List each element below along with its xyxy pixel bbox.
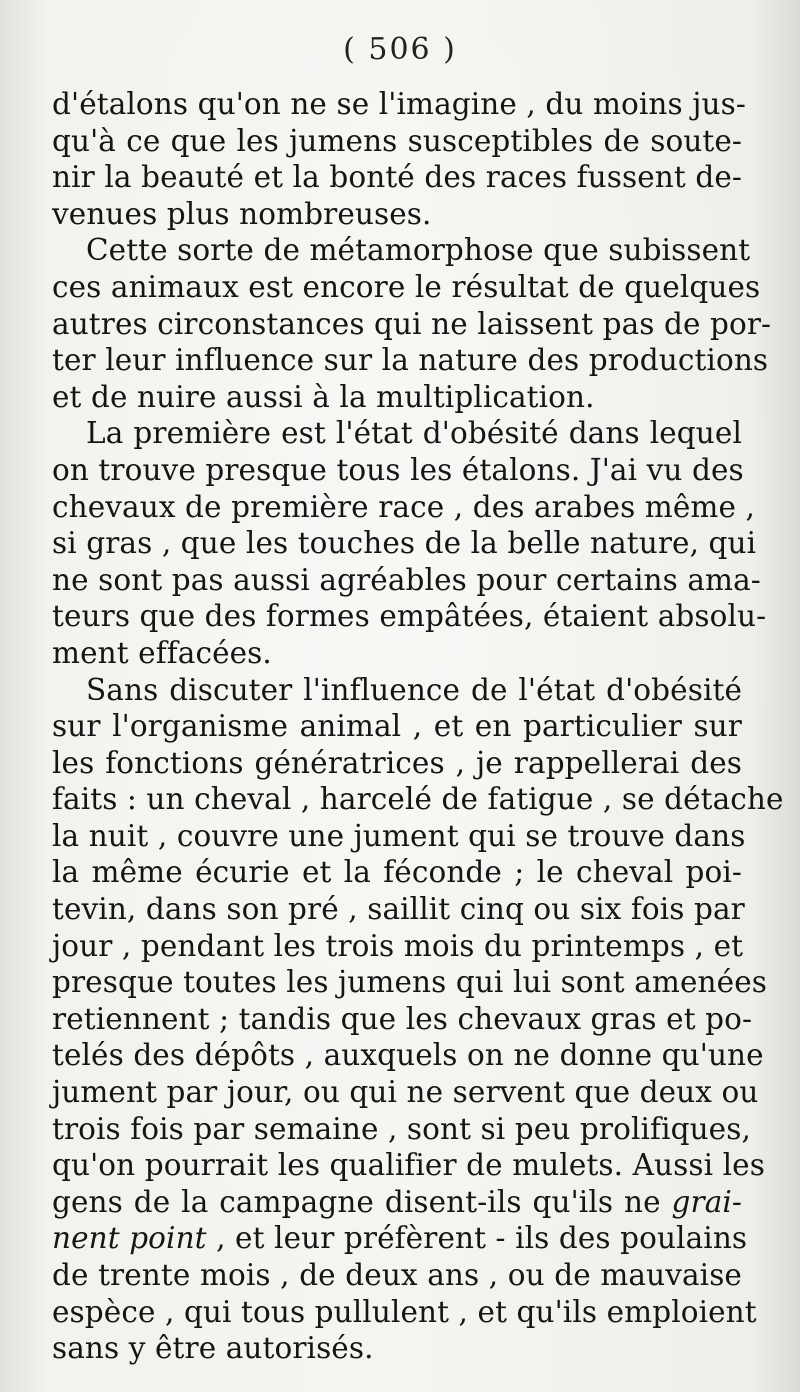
text-line: de trente mois , de deux ans , ou de mauvaise	[52, 1258, 742, 1292]
text-line: Cette sorte de métamorphose que subissent	[86, 233, 751, 268]
text-line: chevaux de première race , des arabes même ,	[52, 489, 756, 524]
text-line: les fonctions génératrices , je rappellerai des	[52, 745, 742, 780]
text-line: si gras , que les touches de la belle nature, qui	[52, 526, 757, 561]
page-number: ( 506 )	[343, 32, 457, 67]
text-line: et de nuire aussi à la multiplication.	[52, 379, 595, 414]
text-line: jument par jour, ou qui ne servent que deux ou	[52, 1075, 759, 1110]
text-line: autres circonstances qui ne laissent pas de por-	[52, 306, 772, 341]
text-line: presque toutes les jumens qui lui sont amenées	[52, 965, 767, 1000]
text-line-mixed	[52, 1184, 742, 1221]
text-line: qu'à ce que les jumens susceptibles de soute-	[52, 123, 742, 158]
text-line: teurs que des formes empâtées, étaient absolu-	[52, 599, 767, 634]
text-line: venues plus nombreuses.	[52, 196, 432, 231]
text-line: faits : un cheval , harcelé de fatigue , se détache	[52, 782, 784, 817]
text-line: ne sont pas aussi agréables pour certains ama-	[52, 562, 761, 597]
text-line: espèce , qui tous pullulent , et qu'ils emploient	[52, 1294, 757, 1329]
italic-text: nent point	[52, 1221, 207, 1256]
text-line: d'étalons qu'on ne se l'imagine , du moins jus-	[52, 87, 746, 121]
text-line: qu'on pourrait les qualifier de mulets. Aussi les	[52, 1148, 765, 1183]
text-line: on trouve presque tous les étalons. J'ai vu des	[52, 452, 744, 487]
text-line: ter leur influence sur la nature des productions	[52, 343, 769, 378]
text-line: nir la beauté et la bonté des races fussent de-	[52, 160, 742, 195]
text-line: ment effacées.	[52, 635, 272, 670]
text-line: ces animaux est encore le résultat de quelques	[52, 269, 761, 304]
text-line: Sans discuter l'influence de l'état d'obésité	[86, 672, 742, 707]
body-text	[52, 86, 784, 1367]
text-line: sans y être autorisés.	[52, 1331, 374, 1366]
text-line: la même écurie et la féconde ; le cheval poi-	[52, 855, 742, 890]
text-line-mixed	[52, 1220, 748, 1257]
text-line: telés des dépôts , auxquels on ne donne qu'une	[52, 1038, 764, 1073]
text-line: trois fois par semaine , sont si peu prolifiques,	[52, 1111, 751, 1146]
line-text: , et leur préfèrent - ils des poulains	[206, 1221, 748, 1256]
italic-text: grai-	[671, 1184, 742, 1219]
text-line: la nuit , couvre une jument qui se trouve dans	[52, 818, 746, 853]
text-line: retiennent ; tandis que les chevaux gras et po-	[52, 1001, 753, 1036]
text-line: sur l'organisme animal , et en particulier sur	[52, 709, 742, 744]
text-line: tevin, dans son pré , saillit cinq ou six fois par	[52, 892, 745, 927]
text-line: jour , pendant les trois mois du printemps , et	[52, 928, 744, 963]
line-text: gens de la campagne disent-ils qu'ils ne	[52, 1184, 672, 1219]
text-line: La première est l'état d'obésité dans lequel	[86, 416, 742, 451]
